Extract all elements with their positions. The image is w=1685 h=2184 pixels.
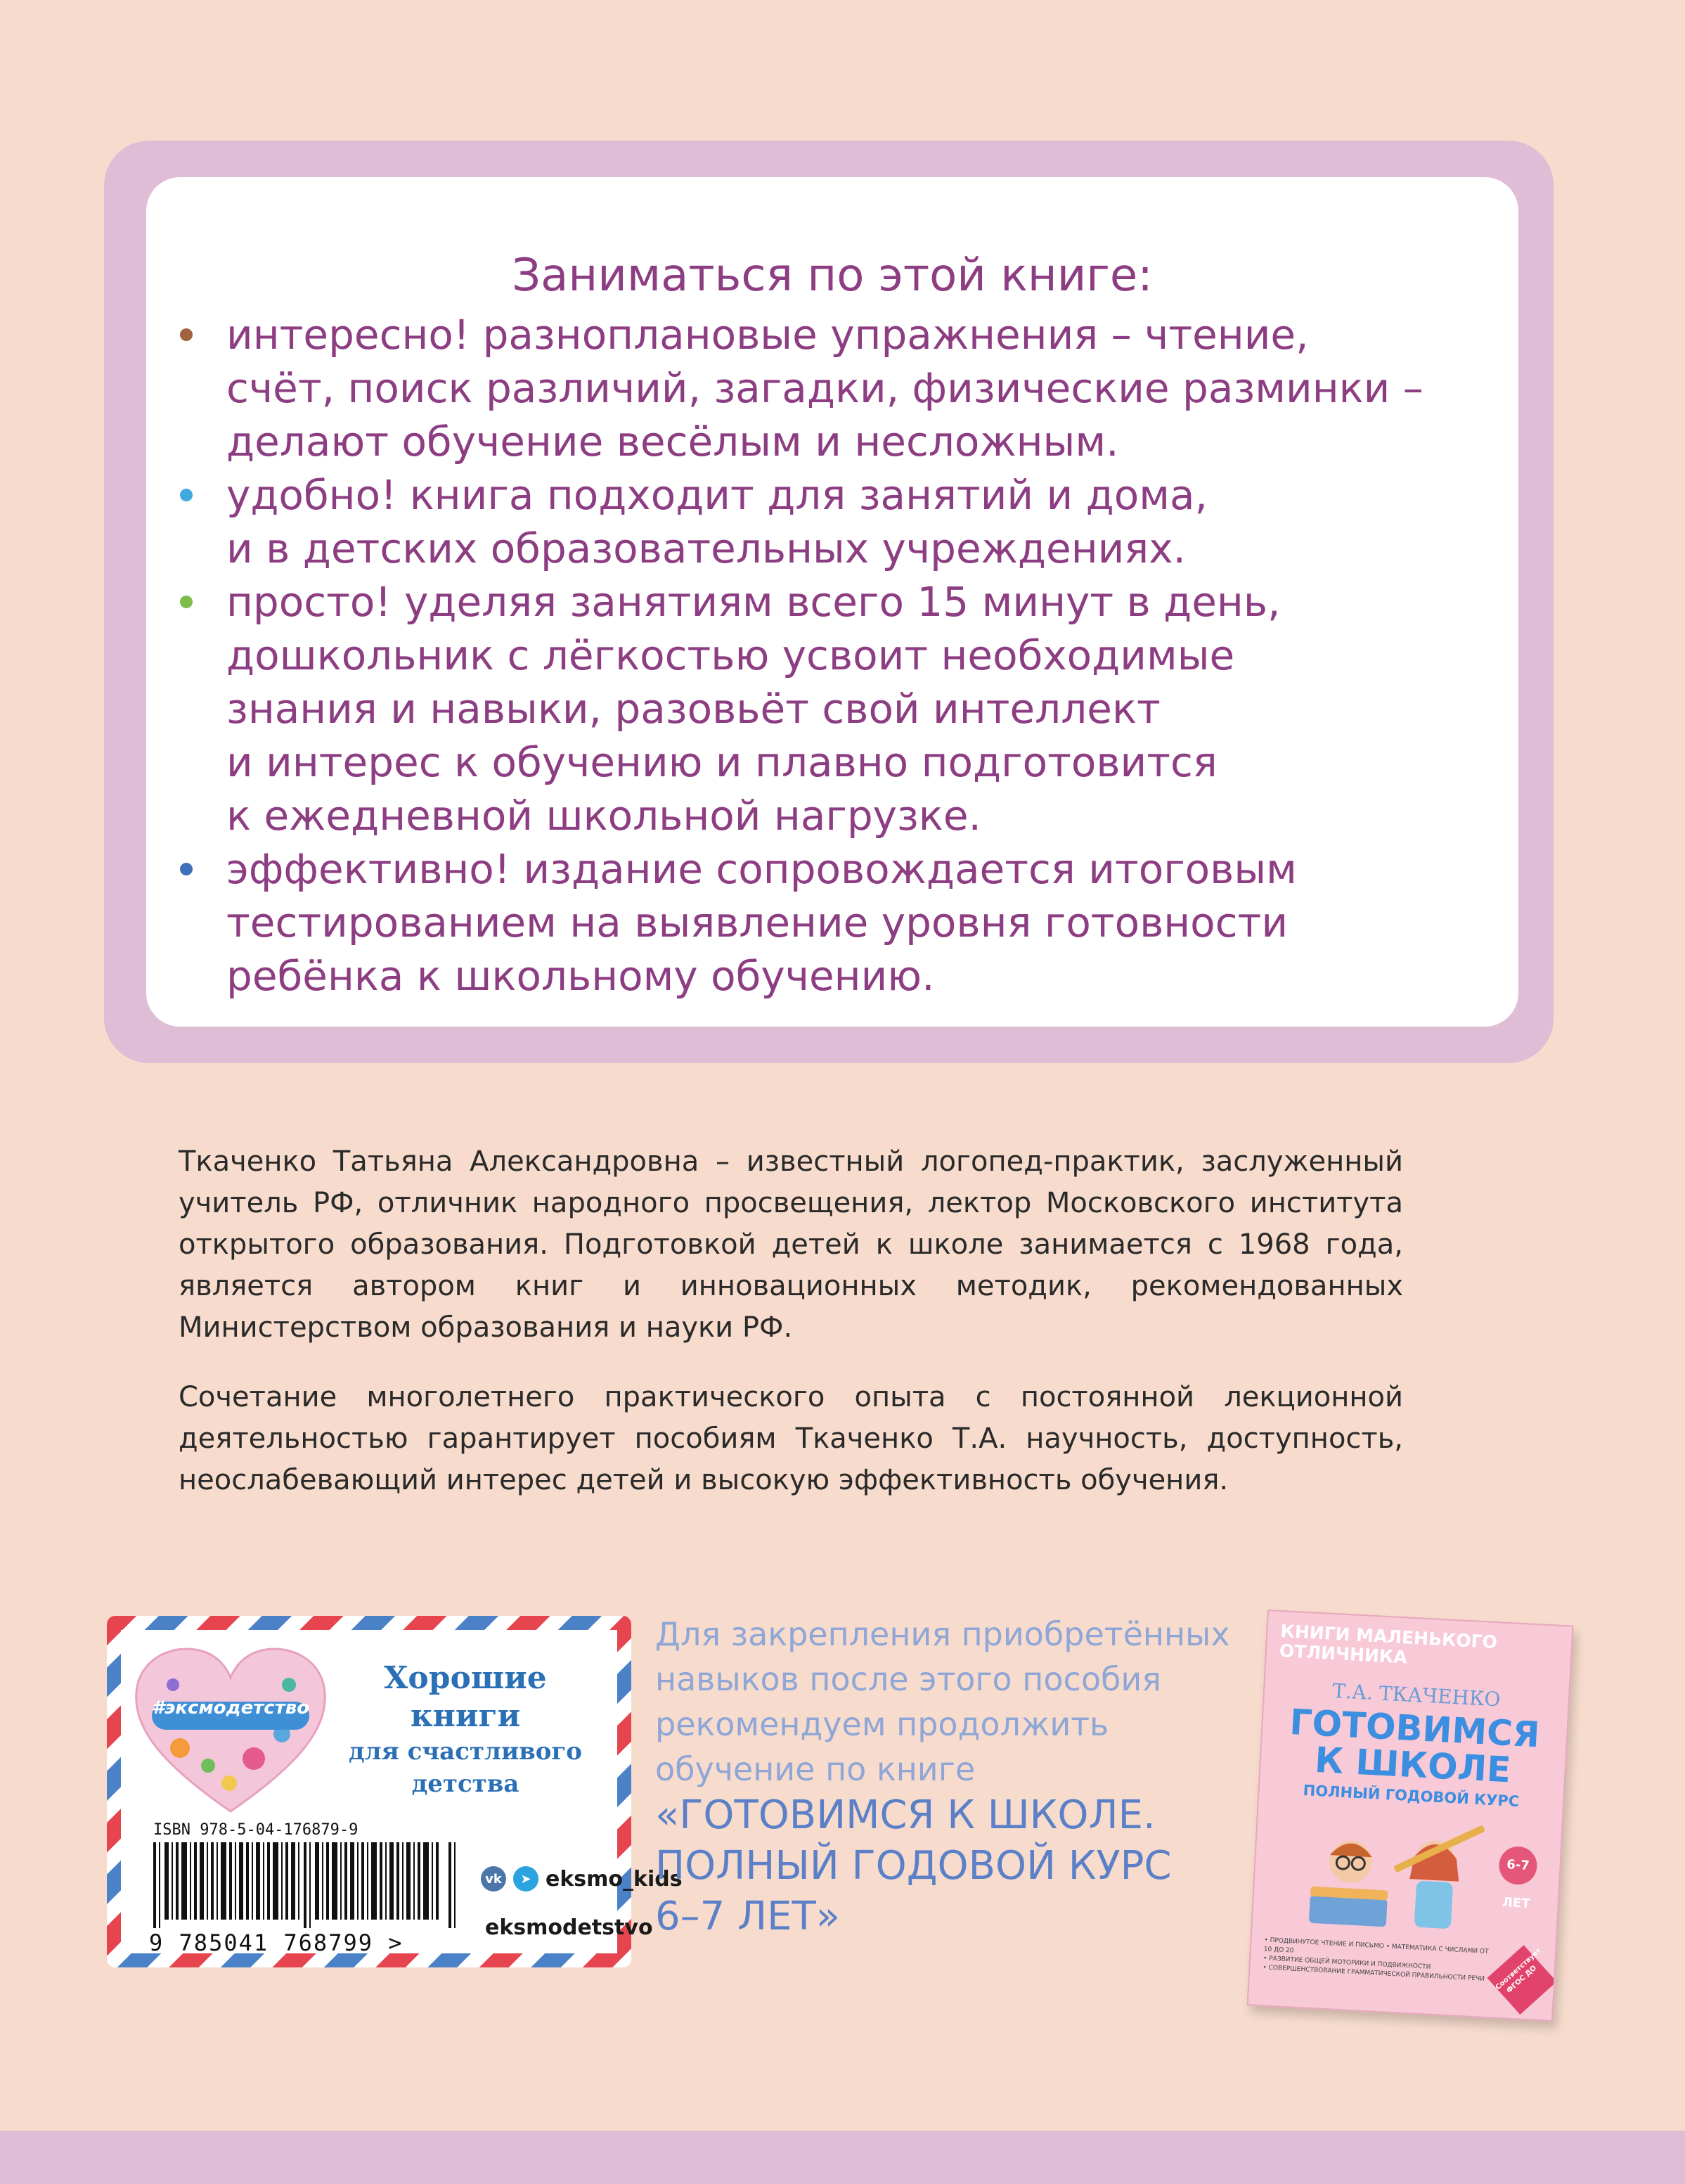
tagline-line: для счастливого bbox=[349, 1737, 582, 1766]
panel-title: Заниматься по этой книге: bbox=[512, 250, 1153, 302]
book-cover-thumbnail bbox=[1247, 1610, 1574, 2022]
tagline-line: книги bbox=[410, 1698, 521, 1734]
postcard-inner bbox=[121, 1630, 683, 1956]
tagline bbox=[332, 1659, 599, 1800]
bullet-dot-icon bbox=[180, 863, 193, 875]
bullet-dot-icon bbox=[180, 489, 193, 501]
social-row bbox=[481, 1866, 683, 1891]
recommended-book-title: «ГОТОВИМСЯ К ШКОЛЕ. ПОЛНЫЙ ГОДОВОЙ КУРС 6–7 ЛЕТ» bbox=[655, 1792, 1172, 1939]
benefit-text: удобно! книга подходит для занятий и дома, и в детских образовательных учреждениях. bbox=[226, 471, 1208, 572]
book-title: ГОТОВИМСЯ К ШКОЛЕ bbox=[1289, 1701, 1541, 1791]
benefits-list bbox=[166, 308, 1490, 1003]
telegram-icon: ➤ bbox=[513, 1866, 538, 1891]
benefit-item bbox=[166, 575, 1490, 842]
social-handle-2: eksmodetstvo bbox=[485, 1915, 653, 1940]
bottom-band bbox=[0, 2131, 1685, 2184]
tagline-line: Хорошие bbox=[384, 1660, 547, 1696]
book-series: КНИГИ МАЛЕНЬКОГО ОТЛИЧНИКА bbox=[1279, 1621, 1498, 1668]
book-bullets: • ПРОДВИНУТОЕ ЧТЕНИЕ И ПИСЬМО • МАТЕМАТИКА С ЧИСЛАМИ ОТ 10 ДО 20 • РАЗВИТИЕ ОБЩЕЙ МОТОРИКИ И ПОДВИЖНОСТИ • СОВЕРШЕНСТВОВАНИЕ ГРАММАТИЧЕСКОЙ ПРАВИЛЬНОСТИ РЕЧИ bbox=[1263, 1936, 1489, 1983]
bullet-dot-icon bbox=[180, 596, 193, 608]
vk-icon: vk bbox=[481, 1866, 506, 1891]
recommendation-text: Для закрепления приобретённых навыков после этого пособия рекомендуем продолжить обучение по книге bbox=[655, 1615, 1230, 1788]
social-handle: eksmo_kids bbox=[545, 1866, 683, 1891]
benefit-item bbox=[166, 468, 1490, 575]
hashtag-label: #эксмодетство bbox=[151, 1697, 310, 1719]
benefit-text: эффективно! издание сопровождается итоговым тестированием на выявление уровня готовности ребёнка к школьному обучению. bbox=[226, 845, 1297, 1000]
fgos-badge: Соответствует ФГОС ДО bbox=[1487, 1945, 1557, 2015]
benefit-item bbox=[166, 308, 1490, 468]
benefits-panel bbox=[104, 141, 1554, 1063]
postcard-block bbox=[107, 1616, 683, 1967]
age-badge: 6-7 ЛЕТ bbox=[1498, 1846, 1538, 1886]
barcode-icon bbox=[153, 1842, 463, 1928]
benefit-item bbox=[166, 842, 1490, 1003]
isbn-text: ISBN 978-5-04-176879-9 bbox=[153, 1821, 359, 1839]
benefit-text: просто! уделяя занятиям всего 15 минут в день, дошкольник с лёгкостью усвоит необходимые знания и навыки, разовьёт свой интеллект и интерес к обучению и плавно подготовится к ежедневной школьной нагрузке. bbox=[226, 578, 1281, 840]
book-author: Т.А. ТКАЧЕНКО bbox=[1331, 1678, 1502, 1711]
benefits-card bbox=[146, 177, 1518, 1027]
bullet-dot-icon bbox=[180, 328, 193, 341]
benefit-text: интересно! разноплановые упражнения – чтение, счёт, поиск различий, загадки, физические разминки – делают обучение весёлым и несложным. bbox=[226, 311, 1423, 465]
children-illustration-icon bbox=[1280, 1809, 1504, 1940]
tagline-line: детства bbox=[411, 1770, 519, 1798]
author-bio: Ткаченко Татьяна Александровна – известный логопед-практик, заслуженный учитель РФ, отличник народного просвещения, лектор Московского института открытого образования. Подготовкой детей к школе занимается с 1968 года, является автором книг и инновационных методик, рекомендованных Министерством образования и науки РФ. bbox=[179, 1145, 1403, 1344]
heart-emblem-icon bbox=[131, 1643, 330, 1818]
barcode-digits: 9 785041 768799 > bbox=[149, 1929, 404, 1956]
author-summary: Сочетание многолетнего практического опыта с постоянной лекционной деятельностью гарантирует пособиям Ткаченко Т.А. научность, доступность, неослабевающий интерес детей и высокую эффективность обучения. bbox=[179, 1381, 1403, 1496]
book-subtitle: ПОЛНЫЙ ГОДОВОЙ КУРС bbox=[1303, 1782, 1520, 1811]
